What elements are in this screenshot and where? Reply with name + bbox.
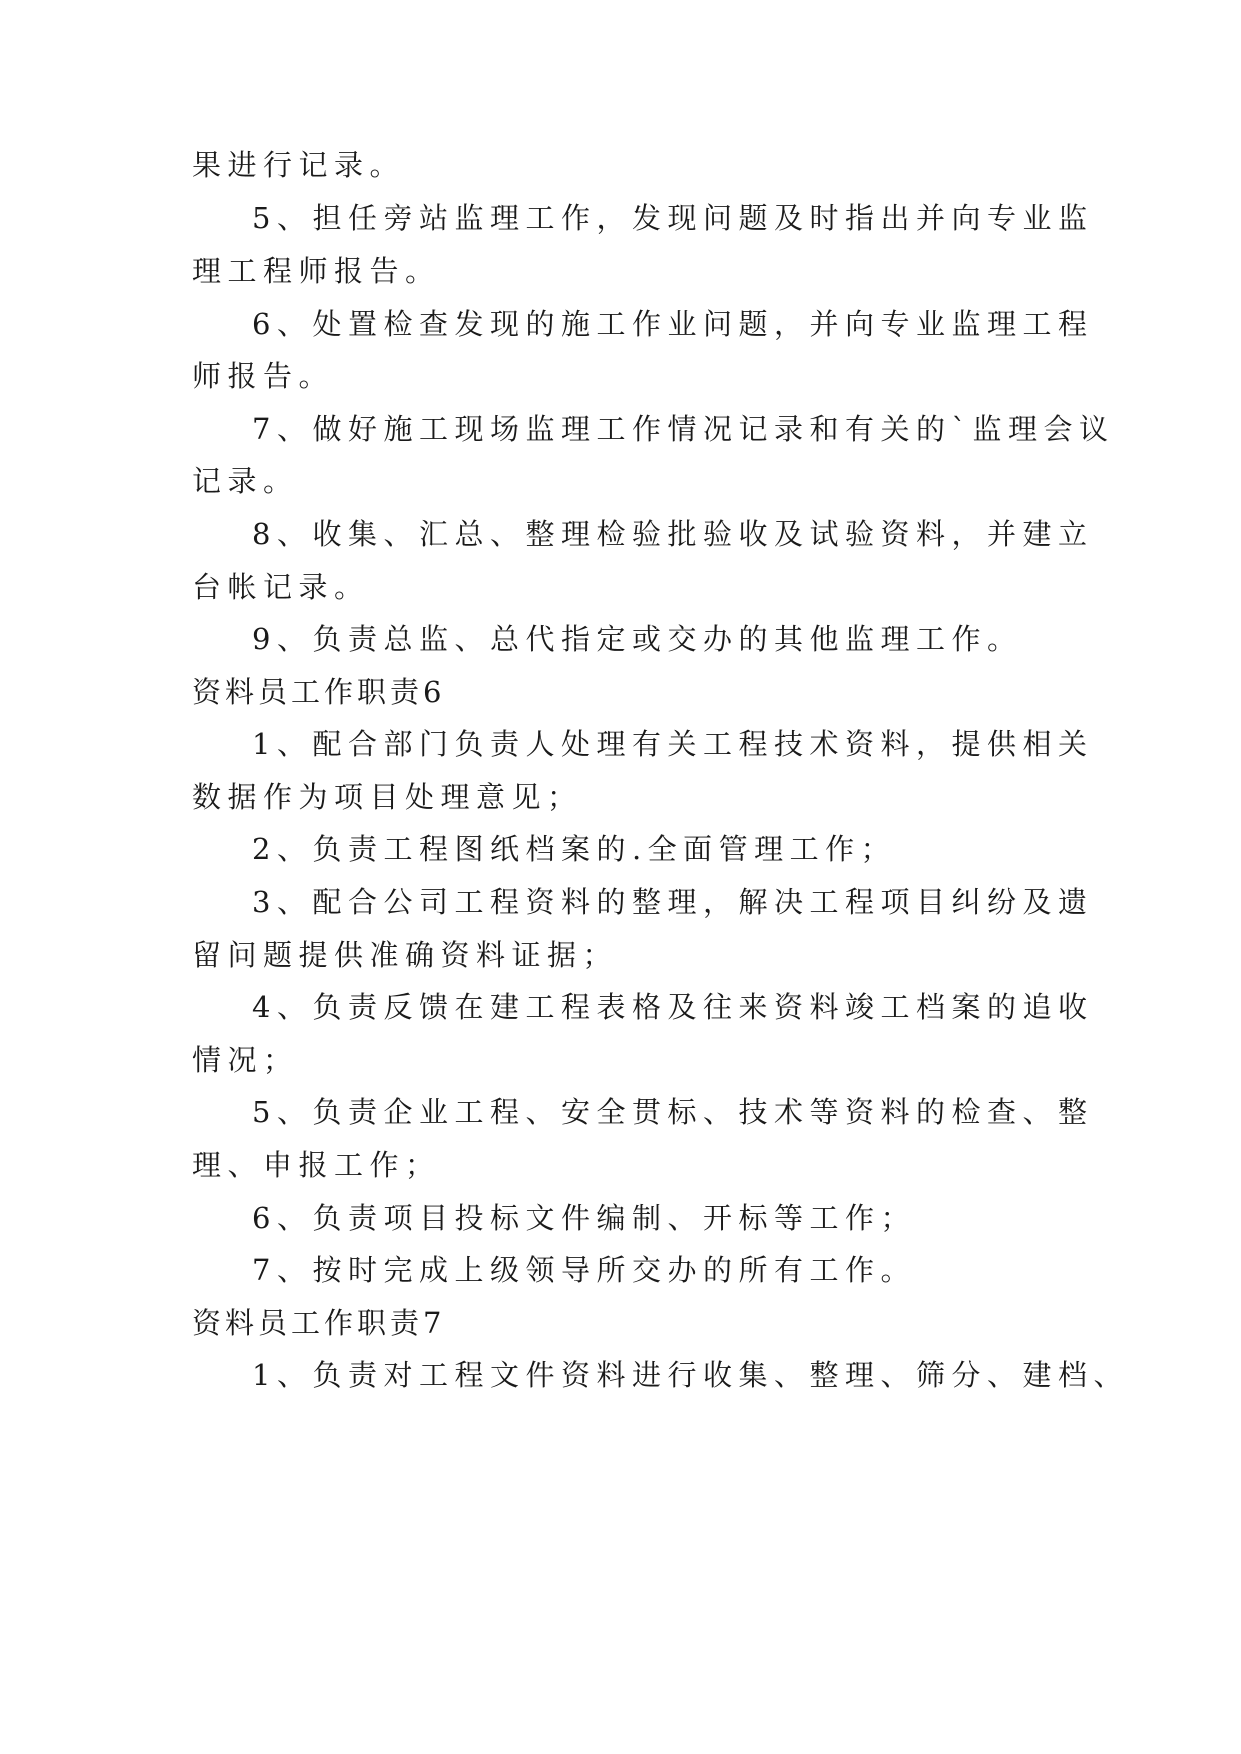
text-line: 5、负责企业工程、安全贯标、技术等资料的检查、整: [252, 1095, 1094, 1129]
text-line: 情况；: [192, 1043, 299, 1077]
text-line: 7、按时完成上级领导所交办的所有工作。: [252, 1253, 916, 1287]
text-line: 留问题提供准确资料证据；: [192, 938, 619, 972]
text-line: 2、负责工程图纸档案的.全面管理工作；: [252, 832, 897, 866]
text-line: 5、担任旁站监理工作，发现问题及时指出并向专业监: [252, 201, 1094, 235]
text-line: 数据作为项目处理意见；: [192, 780, 583, 814]
text-line: 4、负责反馈在建工程表格及往来资料竣工档案的追收: [252, 990, 1094, 1024]
text-line: 1、负责对工程文件资料进行收集、整理、筛分、建档、: [252, 1358, 1129, 1392]
text-line: 7、做好施工现场监理工作情况记录和有关的`监理会议: [252, 412, 1115, 446]
text-line: 6、处置检查发现的施工作业问题，并向专业监理工程: [252, 307, 1094, 341]
text-line: 理工程师报告。: [192, 254, 441, 288]
text-line: 理、申报工作；: [192, 1148, 441, 1182]
text-line: 6、负责项目投标文件编制、开标等工作；: [252, 1201, 916, 1235]
section-heading: 资料员工作职责6: [192, 675, 446, 709]
text-line: 9、负责总监、总代指定或交办的其他监理工作。: [252, 622, 1023, 656]
text-line: 果进行记录。: [192, 148, 406, 182]
text-line: 1、配合部门负责人处理有关工程技术资料，提供相关: [252, 727, 1094, 761]
text-line: 3、配合公司工程资料的整理，解决工程项目纠纷及遗: [252, 885, 1094, 919]
text-line: 8、收集、汇总、整理检验批验收及试验资料，并建立: [252, 517, 1094, 551]
text-line: 记录。: [192, 464, 299, 498]
text-line: 台帐记录。: [192, 570, 370, 604]
section-heading: 资料员工作职责7: [192, 1306, 446, 1340]
text-line: 师报告。: [192, 359, 335, 393]
